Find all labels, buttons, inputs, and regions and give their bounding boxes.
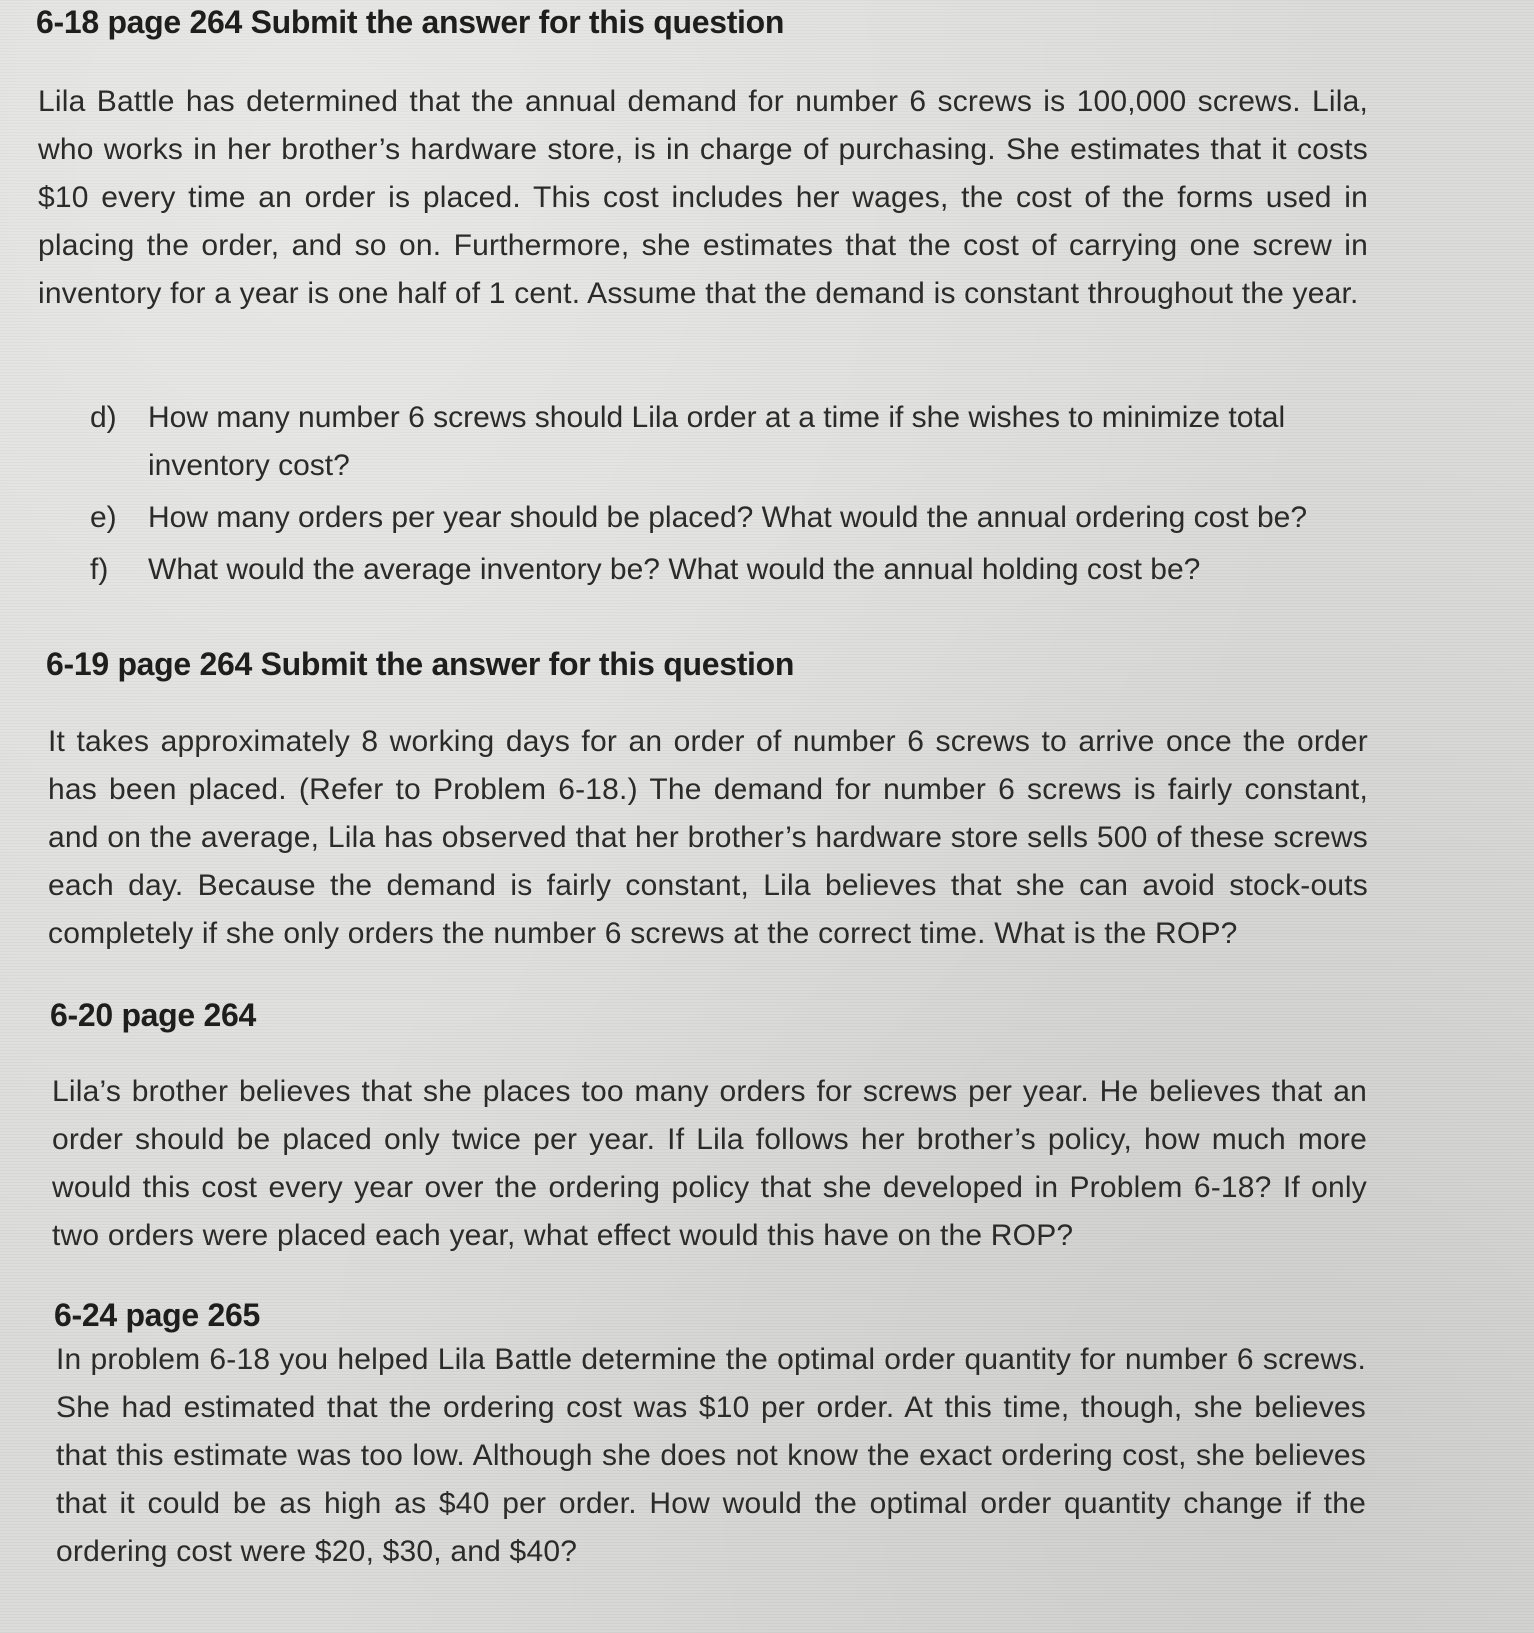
- problem-6-19-body: It takes approximately 8 working days for an order of number 6 screws to arrive once the order has been placed. (Refer to Problem 6-18.) The demand for number 6 screws is fairly constant, and on the average, Lila has observed that her brother’s hardware store sells 500 of these screws each day. Because the demand is fairly constant, Lila believes that she can avoid stock-outs completely if she only orders the number 6 screws at the correct time. What is the ROP?: [48, 725, 1368, 950]
- question-e-marker: e): [90, 501, 117, 534]
- question-d-marker: d): [90, 401, 117, 434]
- question-f: [90, 546, 1370, 594]
- problem-6-18-body: Lila Battle has determined that the annual demand for number 6 screws is 100,000 screws. Lila, who works in her brother’s hardware store, is in charge of purchasing. She estimates that it costs $10 every time an order is placed. This cost includes her wages, the cost of the forms used in placing the order, and so on. Furthermore, she estimates that the cost of carrying one screw in inventory for a year is one half of 1 cent. Assume that the demand is constant throughout the year.: [38, 85, 1368, 310]
- problem-6-18-questions: [90, 394, 1370, 598]
- problem-6-20-heading: 6-20 page 264: [50, 997, 257, 1033]
- question-e: [90, 494, 1370, 542]
- question-f-text: What would the average inventory be? What would the annual holding cost be?: [148, 553, 1201, 586]
- problem-6-20-body: Lila’s brother believes that she places too many orders for screws per year. He believes that an order should be placed only twice per year. If Lila follows her brother’s policy, how much more would this cost every year over the ordering policy that she developed in Problem 6-18? If only two orders were placed each year, what effect would this have on the ROP?: [52, 1075, 1367, 1252]
- problem-6-18-heading: 6-18 page 264 Submit the answer for this question: [36, 4, 785, 40]
- problem-6-19-heading: 6-19 page 264 Submit the answer for this question: [46, 646, 795, 682]
- question-f-marker: f): [90, 553, 109, 586]
- problem-6-24-body: In problem 6-18 you helped Lila Battle determine the optimal order quantity for number 6 screws. She had estimated that the ordering cost was $10 per order. At this time, though, she believes that this estimate was too low. Although she does not know the exact ordering cost, she believes that it could be as high as $40 per order. How would the optimal order quantity change if the ordering cost were $20, $30, and $40?: [56, 1343, 1366, 1568]
- question-d-text: How many number 6 screws should Lila order at a time if she wishes to minimize total inventory cost?: [148, 401, 1286, 482]
- question-e-text: How many orders per year should be placed? What would the annual ordering cost be?: [148, 501, 1308, 534]
- question-d: [90, 394, 1370, 490]
- problem-6-24-heading: 6-24 page 265: [54, 1297, 261, 1333]
